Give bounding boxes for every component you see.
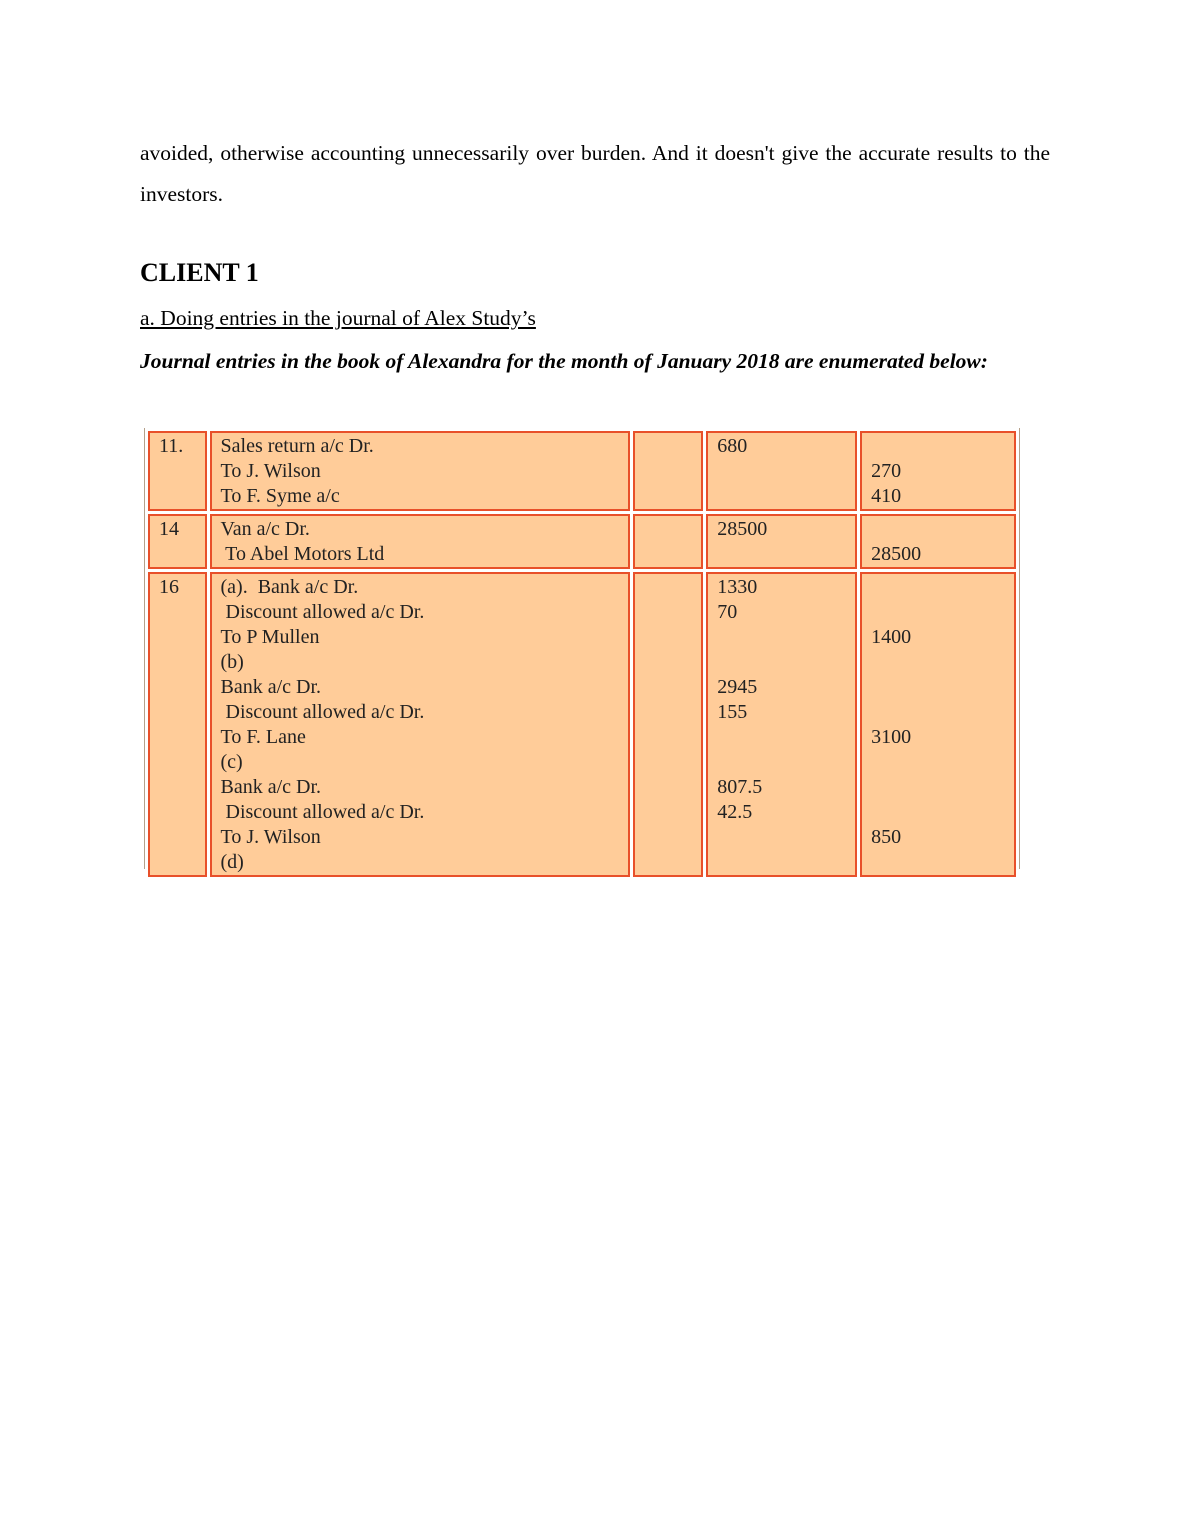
credit-cell-line [871,650,1005,675]
credit-cell [860,572,1016,877]
debit-cell-line [717,459,846,484]
ledger-folio-cell [633,431,703,511]
credit-cell-line [871,700,1005,725]
particulars-cell-line: To P Mullen [220,626,320,648]
date-cell: 14 [148,514,207,569]
debit-cell-line [717,484,846,509]
date-cell: 16 [148,572,207,877]
credit-cell-line: 28500 [871,543,922,565]
credit-cell-line: 3100 [871,726,912,748]
journal-table-image [144,428,1020,873]
debit-cell [706,431,857,511]
particulars-cell-line: To J. Wilson [220,826,321,848]
debit-cell-line: 42.5 [717,801,753,823]
sub-heading: a. Doing entries in the journal of Alex Study’s [140,306,536,330]
particulars-cell [210,514,631,569]
ledger-folio-cell [633,514,703,569]
debit-cell-line: 155 [717,701,748,723]
debit-cell-line: 680 [717,435,748,457]
journal-row [148,514,1016,569]
debit-cell-line [717,825,846,850]
credit-cell-line [871,850,1005,875]
body-paragraph: avoided, otherwise accounting unnecessarily over burden. And it doesn't give the accurate results to the investors. [140,141,1050,206]
particulars-cell-line: To F. Syme a/c [220,485,340,507]
debit-cell-line [717,542,846,567]
particulars-cell [210,572,631,877]
credit-cell-line [871,775,1005,800]
credit-cell-line [871,434,1005,459]
particulars-cell-line: Sales return a/c Dr. [220,435,374,457]
debit-cell-line [717,750,846,775]
journal-row [148,431,1016,511]
debit-cell [706,514,857,569]
credit-cell-line [871,517,1005,542]
particulars-cell-line: To Abel Motors Ltd [220,543,385,565]
credit-cell-line [871,675,1005,700]
credit-cell-line: 270 [871,460,902,482]
debit-cell-line [717,650,846,675]
credit-cell-line: 850 [871,826,902,848]
particulars-cell-line: Discount allowed a/c Dr. [220,601,425,623]
particulars-cell-line: Van a/c Dr. [220,518,310,540]
credit-cell-line: 1400 [871,626,912,648]
particulars-cell-line: (d) [220,851,244,873]
debit-cell-line [717,850,846,875]
particulars-cell-line: Discount allowed a/c Dr. [220,801,425,823]
particulars-cell-line: Discount allowed a/c Dr. [220,701,425,723]
debit-cell-line: 28500 [717,518,768,540]
credit-cell-line: 410 [871,485,902,507]
credit-cell [860,431,1016,511]
credit-cell-line [871,600,1005,625]
particulars-cell-line: Bank a/c Dr. [220,676,322,698]
journal-row [148,572,1016,877]
section-heading: CLIENT 1 [140,258,259,287]
credit-cell-line [871,750,1005,775]
credit-cell-line [871,800,1005,825]
date-cell: 11. [148,431,207,511]
credit-cell-line [871,575,1005,600]
debit-cell-line: 807.5 [717,776,763,798]
particulars-cell-line: Bank a/c Dr. [220,776,322,798]
debit-cell-line: 1330 [717,576,758,598]
table-intro: Journal entries in the book of Alexandra for the month of January 2018 are enumerated below: [140,349,988,373]
journal-table [145,428,1019,880]
debit-cell-line: 2945 [717,676,758,698]
particulars-cell-line: To F. Lane [220,726,306,748]
debit-cell-line [717,725,846,750]
particulars-cell-line: (b) [220,651,244,673]
particulars-cell-line: (a). Bank a/c Dr. [220,576,359,598]
credit-cell [860,514,1016,569]
debit-cell-line: 70 [717,601,738,623]
debit-cell-line [717,625,846,650]
debit-cell [706,572,857,877]
particulars-cell [210,431,631,511]
particulars-cell-line: To J. Wilson [220,460,321,482]
particulars-cell-line: (c) [220,751,243,773]
ledger-folio-cell [633,572,703,877]
